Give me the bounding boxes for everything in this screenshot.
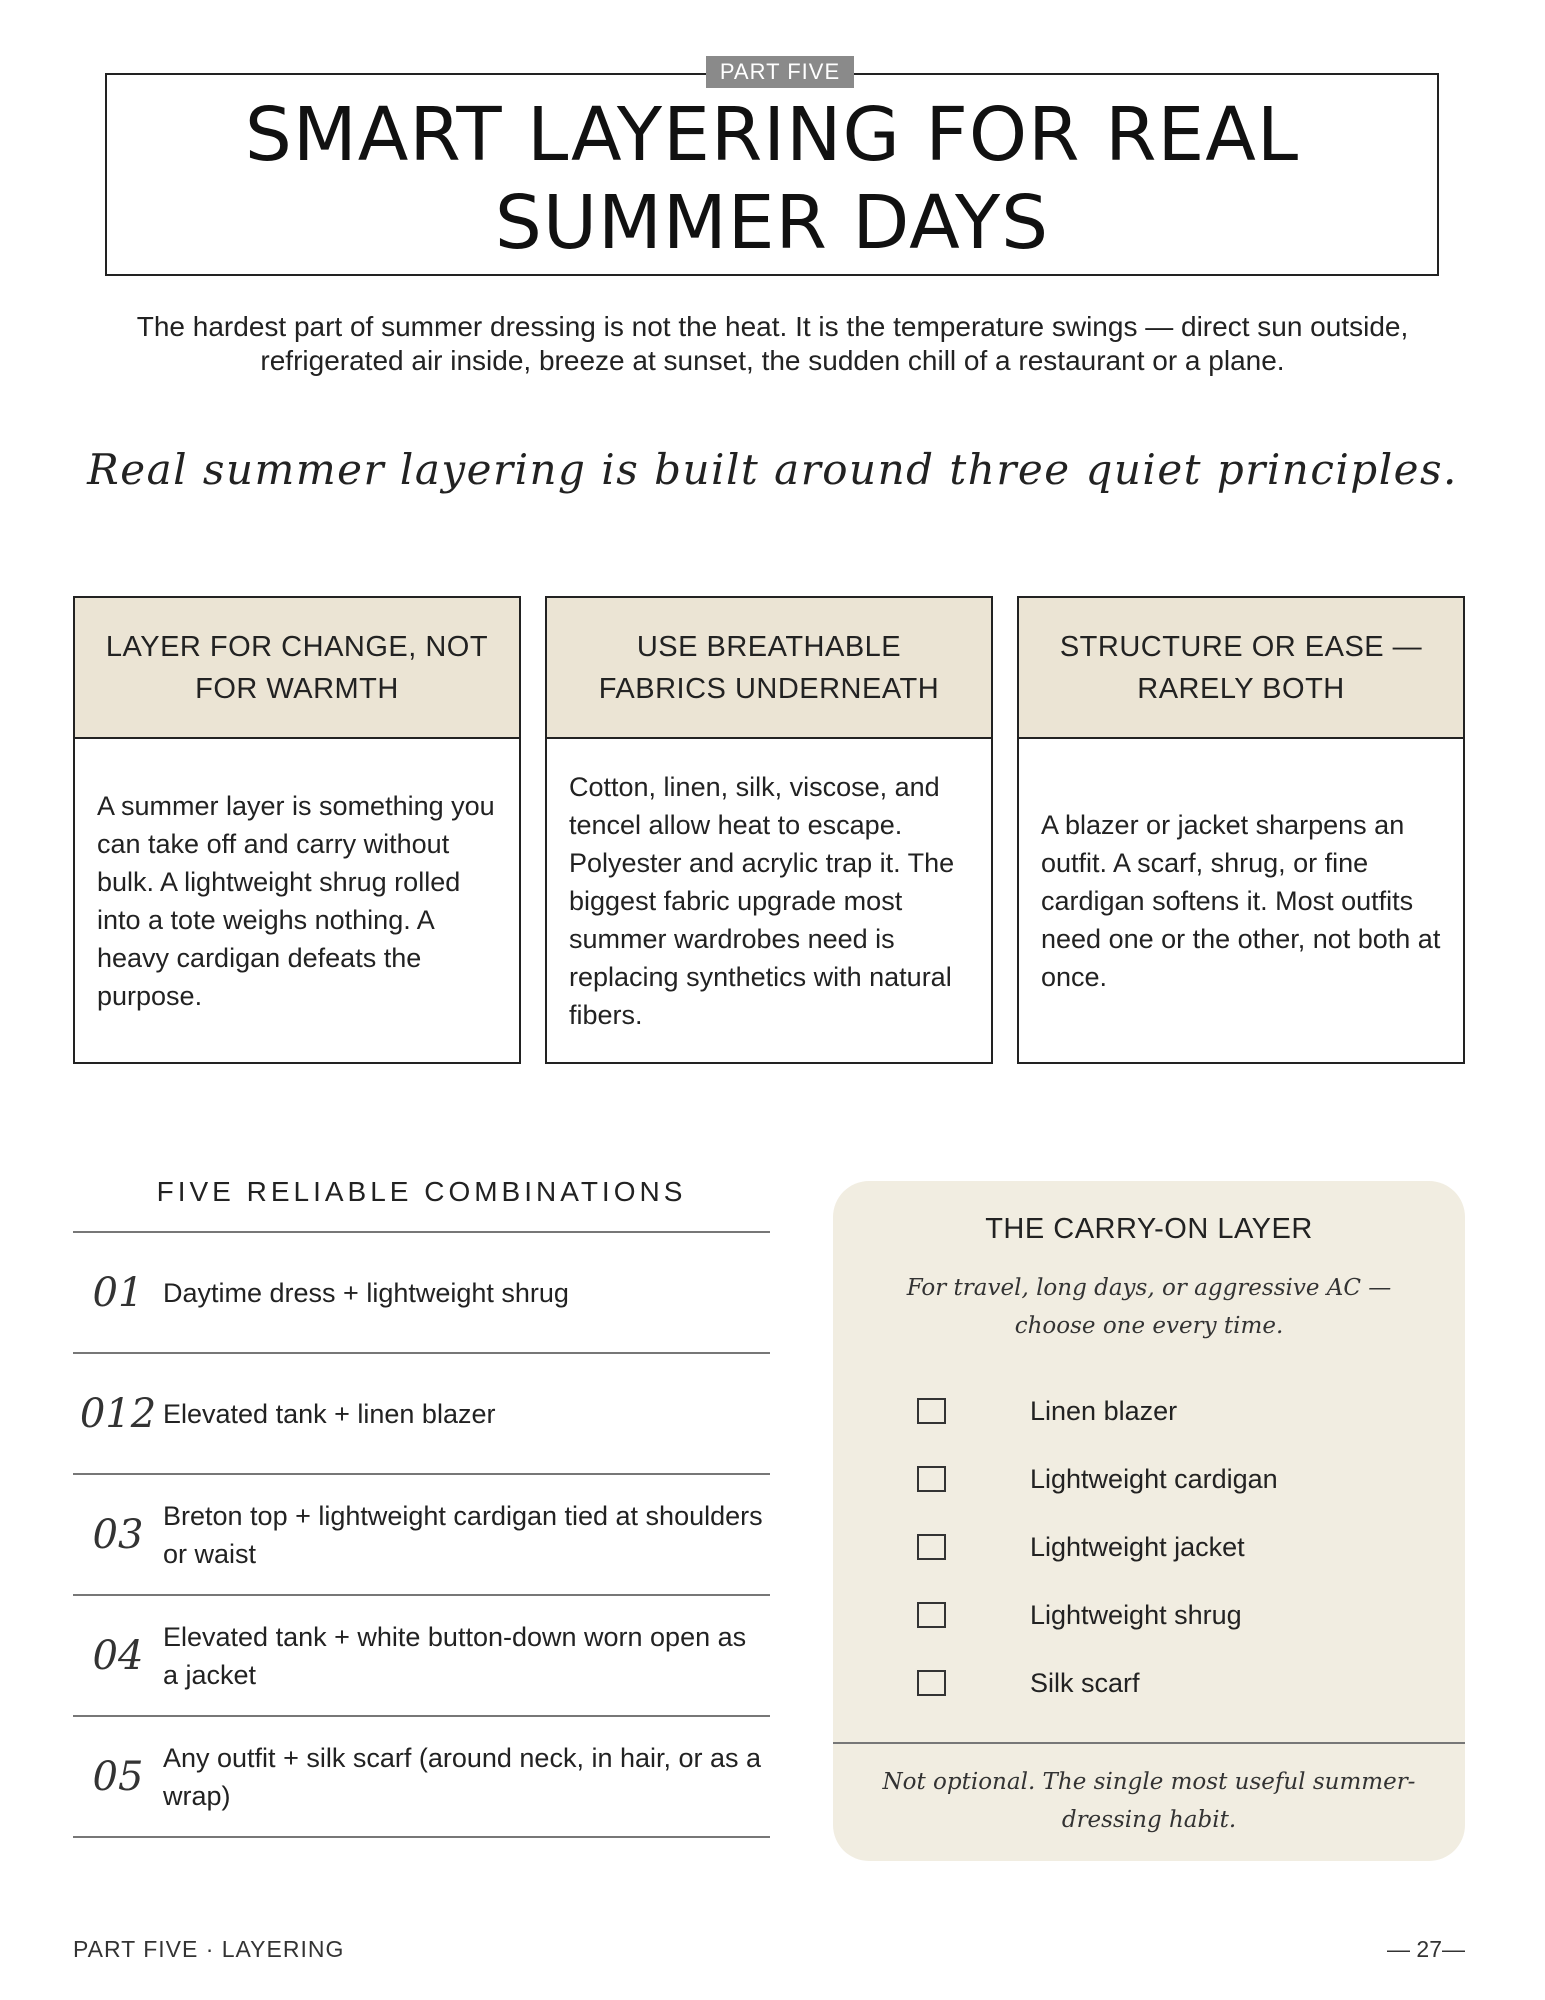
checklist-label: Lightweight shrug [1030, 1599, 1242, 1630]
principle-body: A blazer or jacket sharpens an outfit. A scarf, shrug, or fine cardigan softens it. Most outfits need one or the other, not both at once. [1041, 809, 1441, 992]
combination-number: 012 [79, 1390, 157, 1437]
combination-text: Any outfit + silk scarf (around neck, in hair, or as a wrap) [163, 1742, 762, 1811]
combination-number: 04 [92, 1632, 144, 1679]
panel-footnote: Not optional. The single most useful summer-dressing habit. [882, 1769, 1416, 1833]
combination-number: 05 [92, 1753, 144, 1800]
combinations-heading: FIVE RELIABLE COMBINATIONS [156, 1176, 687, 1207]
combination-text: Elevated tank + white button-down worn open as a jacket [163, 1621, 747, 1690]
combination-row [73, 1717, 770, 1838]
checklist-item[interactable] [883, 1513, 1423, 1581]
principle-heading: USE BREATHABLE FABRICS UNDERNEATH [547, 598, 991, 739]
principle-body: Cotton, linen, silk, viscose, and tencel allow heat to escape. Polyester and acrylic trap it. The biggest fabric upgrade most summer wardrobes need is replacing synthetics with natural fibers. [569, 771, 955, 1030]
combination-row [73, 1475, 770, 1596]
checkbox[interactable] [917, 1602, 946, 1628]
panel-subtitle: For travel, long days, or aggressive AC — choose one every time. [906, 1275, 1392, 1339]
principle-heading: LAYER FOR CHANGE, NOT FOR WARMTH [75, 598, 519, 739]
carry-on-panel [833, 1181, 1465, 1861]
title-box [105, 73, 1439, 276]
checklist-item[interactable] [883, 1377, 1423, 1445]
checklist-label: Lightweight cardigan [1030, 1463, 1278, 1494]
checklist-item[interactable] [883, 1581, 1423, 1649]
checklist-label: Lightweight jacket [1030, 1531, 1245, 1562]
panel-divider [833, 1742, 1465, 1744]
checklist-label: Linen blazer [1030, 1395, 1178, 1426]
checkbox[interactable] [917, 1534, 946, 1560]
principle-card [545, 596, 993, 1064]
principle-heading: STRUCTURE OR EASE — RARELY BOTH [1019, 598, 1463, 739]
carry-on-checklist [883, 1377, 1423, 1717]
footer-section-label: PART FIVE · LAYERING [73, 1936, 345, 1962]
checkbox[interactable] [917, 1398, 946, 1424]
combination-text: Breton top + lightweight cardigan tied at shoulders or waist [163, 1500, 763, 1569]
combination-row [73, 1354, 770, 1475]
part-kicker: PART FIVE [706, 56, 854, 88]
intro-paragraph: The hardest part of summer dressing is not the heat. It is the temperature swings — direct sun outside, refrigerated air inside, breeze at sunset, the sudden chill of a restaurant or a plane. [136, 311, 1409, 376]
combinations-list [73, 1231, 770, 1838]
combination-number: 01 [92, 1269, 144, 1316]
checkbox[interactable] [917, 1670, 946, 1696]
combination-number: 03 [92, 1511, 144, 1558]
principle-card [1017, 596, 1465, 1064]
checklist-label: Silk scarf [1030, 1667, 1140, 1698]
combination-text: Daytime dress + lightweight shrug [163, 1277, 569, 1308]
page-number: — 27— [1387, 1936, 1465, 1962]
checkbox[interactable] [917, 1466, 946, 1492]
combination-row [73, 1233, 770, 1354]
principles-lead: Real summer layering is built around three quiet principles. [87, 445, 1458, 494]
principle-body: A summer layer is something you can take off and carry without bulk. A lightweight shrug rolled into a tote weighs nothing. A heavy cardigan defeats the purpose. [97, 790, 495, 1011]
principle-card [73, 596, 521, 1064]
checklist-item[interactable] [883, 1445, 1423, 1513]
page-title: SMART LAYERING FOR REAL SUMMER DAYS [244, 91, 1300, 266]
checklist-item[interactable] [883, 1649, 1423, 1717]
combination-text: Elevated tank + linen blazer [163, 1398, 496, 1429]
combination-row [73, 1596, 770, 1717]
panel-title: THE CARRY-ON LAYER [985, 1213, 1313, 1245]
